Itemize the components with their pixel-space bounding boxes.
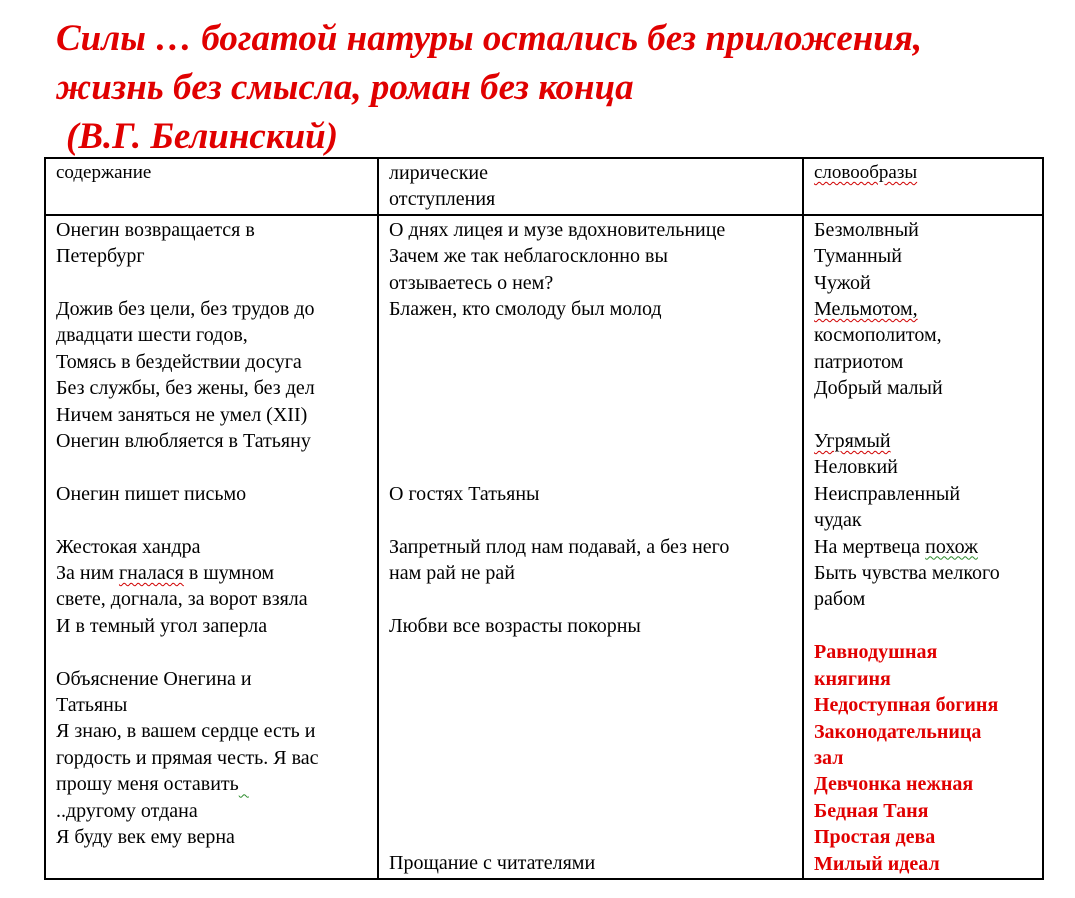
image-line: Чужой — [814, 271, 871, 294]
content-line: свете, догнала, за ворот взяла — [56, 588, 308, 611]
images-cell — [803, 215, 1043, 879]
header-content: содержание — [45, 158, 378, 215]
digressions-cell — [378, 215, 803, 879]
content-line: Я знаю, в вашем сердце есть и — [56, 720, 316, 743]
epigraph-quote — [56, 14, 1066, 161]
spellcheck-word: гналася — [118, 562, 184, 585]
header-digressions: лирические отступления — [378, 158, 803, 215]
content-line: Онегин возвращается в — [56, 218, 255, 241]
image-line-red: зал — [814, 746, 844, 769]
digression-line: отзываетесь о нем? — [389, 271, 554, 294]
content-line: гордость и прямая честь. Я вас — [56, 746, 319, 769]
digression-line: Прощание с читателями — [389, 852, 596, 875]
image-line: патриотом — [814, 350, 904, 373]
content-line: Ничем заняться не умел (XII) — [56, 403, 308, 426]
content-line: Петербург — [56, 245, 145, 268]
quote-author: (В.Г. Белинский) — [66, 116, 339, 157]
analysis-table — [44, 157, 1044, 880]
image-line: Угрямый — [814, 430, 891, 453]
header-images: словообразы — [803, 158, 1043, 215]
content-line: двадцати шести годов, — [56, 324, 248, 347]
quote-line-2: жизнь без смысла, роман без конца — [56, 67, 634, 108]
content-line: Объяснение Онегина и — [56, 667, 252, 690]
content-line: За ним гналася в шумном — [56, 562, 275, 585]
image-line: Добрый малый — [814, 377, 943, 400]
image-line-red: Простая дева — [814, 826, 936, 849]
table-header-row — [45, 158, 1043, 215]
image-line: рабом — [814, 588, 866, 611]
digression-line: О днях лицея и музе вдохновительнице — [389, 218, 726, 241]
digression-line: нам рай не рай — [389, 561, 515, 584]
image-line-red: княгиня — [814, 667, 891, 690]
content-line: Онегин пишет письмо — [56, 482, 247, 505]
image-line: Мельмотом, — [814, 298, 918, 321]
image-line: На мертвеца похож — [814, 535, 978, 558]
digression-line: Зачем же так неблагосклонно вы — [389, 245, 668, 268]
content-line: Я буду век ему верна — [56, 826, 235, 849]
content-line: ..другому отдана — [56, 799, 198, 822]
content-line: Дожив без цели, без трудов до — [56, 298, 315, 321]
image-line-red: Бедная Таня — [814, 799, 929, 822]
content-line: прошу меня оставить — [56, 773, 239, 796]
content-line: Томясь в бездействии досуга — [56, 350, 302, 373]
content-line: Без службы, без жены, без дел — [56, 377, 315, 400]
digression-line: Блажен, кто смолоду был молод — [389, 298, 662, 321]
content-line: Татьяны — [56, 694, 128, 717]
table-body-row — [45, 215, 1043, 879]
content-line: Онегин влюбляется в Татьяну — [56, 430, 311, 453]
digression-line: Любви все возрасты покорны — [389, 614, 641, 637]
image-line: космополитом, — [814, 324, 942, 347]
content-line: Жестокая хандра — [56, 535, 201, 558]
content-cell — [45, 215, 378, 879]
image-line: Безмолвный — [814, 218, 919, 241]
image-line-red: Девчонка нежная — [814, 773, 974, 796]
image-line: Неисправленный — [814, 482, 961, 505]
image-line: Неловкий — [814, 456, 898, 479]
image-line: чудак — [814, 509, 862, 532]
image-line-red: Законодательница — [814, 720, 982, 743]
digression-line: Запретный плод нам подавай, а без него — [389, 535, 730, 558]
image-line-red: Милый идеал — [814, 852, 940, 875]
digression-line: О гостях Татьяны — [389, 482, 540, 505]
image-line: Туманный — [814, 245, 902, 268]
image-line-red: Недоступная богиня — [814, 694, 999, 717]
image-line-red: Равнодушная — [814, 641, 938, 664]
image-line: Быть чувства мелкого — [814, 562, 1000, 585]
quote-line-1: Силы … богатой натуры остались без приложения, — [56, 18, 923, 59]
content-line: И в темный угол заперла — [56, 614, 268, 637]
